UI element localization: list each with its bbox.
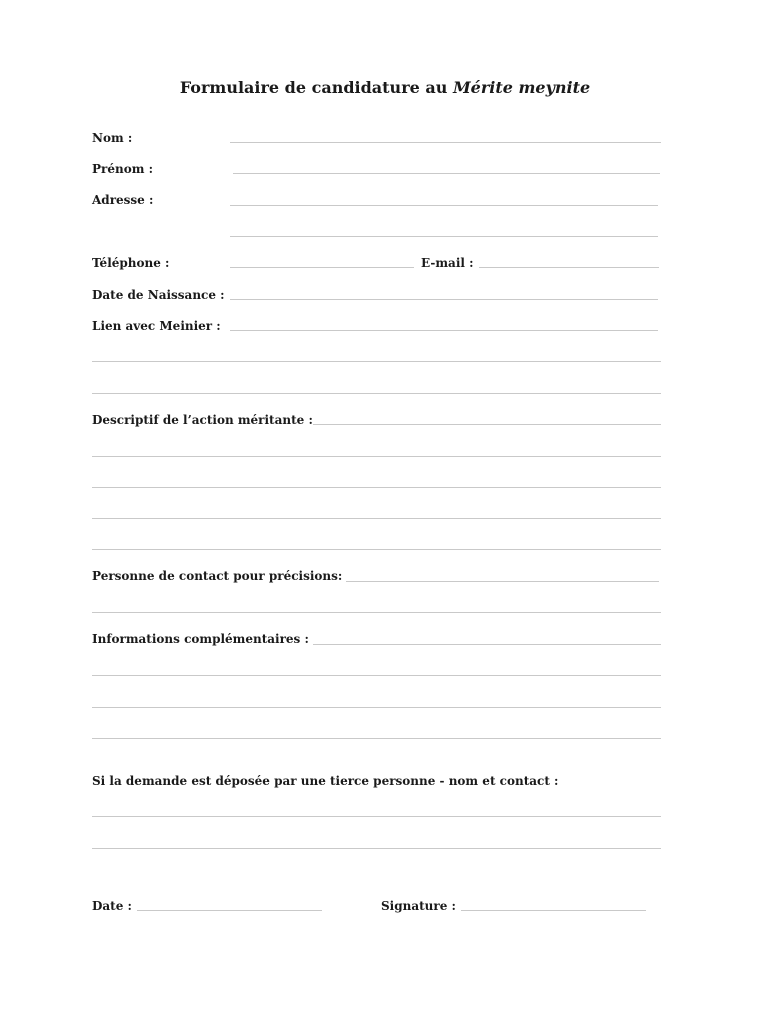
lien-meinier-input-line-3[interactable] — [92, 393, 661, 394]
lien-meinier-label: Lien avec Meinier : — [92, 319, 221, 333]
form-title-text: Formulaire de candidature au — [179, 78, 453, 97]
lien-meinier-input-line-1[interactable] — [230, 330, 658, 331]
descriptif-label: Descriptif de l’action méritante : — [92, 413, 313, 427]
date-naissance-label: Date de Naissance : — [92, 288, 225, 302]
informations-input-line-1[interactable] — [313, 644, 661, 645]
signature-label: Signature : — [381, 899, 456, 913]
prenom-input-line[interactable] — [233, 173, 660, 174]
descriptif-input-line-3[interactable] — [92, 487, 661, 488]
lien-meinier-input-line-2[interactable] — [92, 361, 661, 362]
date-naissance-input-line[interactable] — [230, 299, 658, 300]
personne-contact-label: Personne de contact pour précisions: — [92, 569, 343, 583]
descriptif-input-line-2[interactable] — [92, 456, 661, 457]
nom-input-line[interactable] — [230, 142, 661, 143]
email-input-line[interactable] — [479, 267, 659, 268]
descriptif-input-line-4[interactable] — [92, 518, 661, 519]
telephone-label: Téléphone : — [92, 256, 170, 270]
date-input-line[interactable] — [137, 910, 322, 911]
informations-input-line-2[interactable] — [92, 675, 661, 676]
tierce-personne-input-line-2[interactable] — [92, 848, 661, 849]
tierce-personne-label: Si la demande est déposée par une tierce personne - nom et contact : — [92, 774, 559, 788]
adresse-label: Adresse : — [92, 193, 154, 207]
personne-contact-input-line-2[interactable] — [92, 612, 661, 613]
descriptif-input-line-1[interactable] — [313, 424, 661, 425]
adresse-input-line-2[interactable] — [230, 236, 658, 237]
adresse-input-line-1[interactable] — [230, 205, 658, 206]
nom-label: Nom : — [92, 131, 133, 145]
descriptif-input-line-5[interactable] — [92, 549, 661, 550]
personne-contact-input-line-1[interactable] — [346, 581, 659, 582]
form-title — [0, 78, 770, 97]
telephone-input-line[interactable] — [230, 267, 414, 268]
informations-label: Informations complémentaires : — [92, 632, 309, 646]
prenom-label: Prénom : — [92, 162, 154, 176]
tierce-personne-input-line-1[interactable] — [92, 816, 661, 817]
informations-input-line-4[interactable] — [92, 738, 661, 739]
email-label: E-mail : — [421, 256, 474, 270]
informations-input-line-3[interactable] — [92, 707, 661, 708]
form-title-emphasis: Mérite meynite — [452, 78, 591, 97]
signature-input-line[interactable] — [461, 910, 646, 911]
date-label: Date : — [92, 899, 132, 913]
